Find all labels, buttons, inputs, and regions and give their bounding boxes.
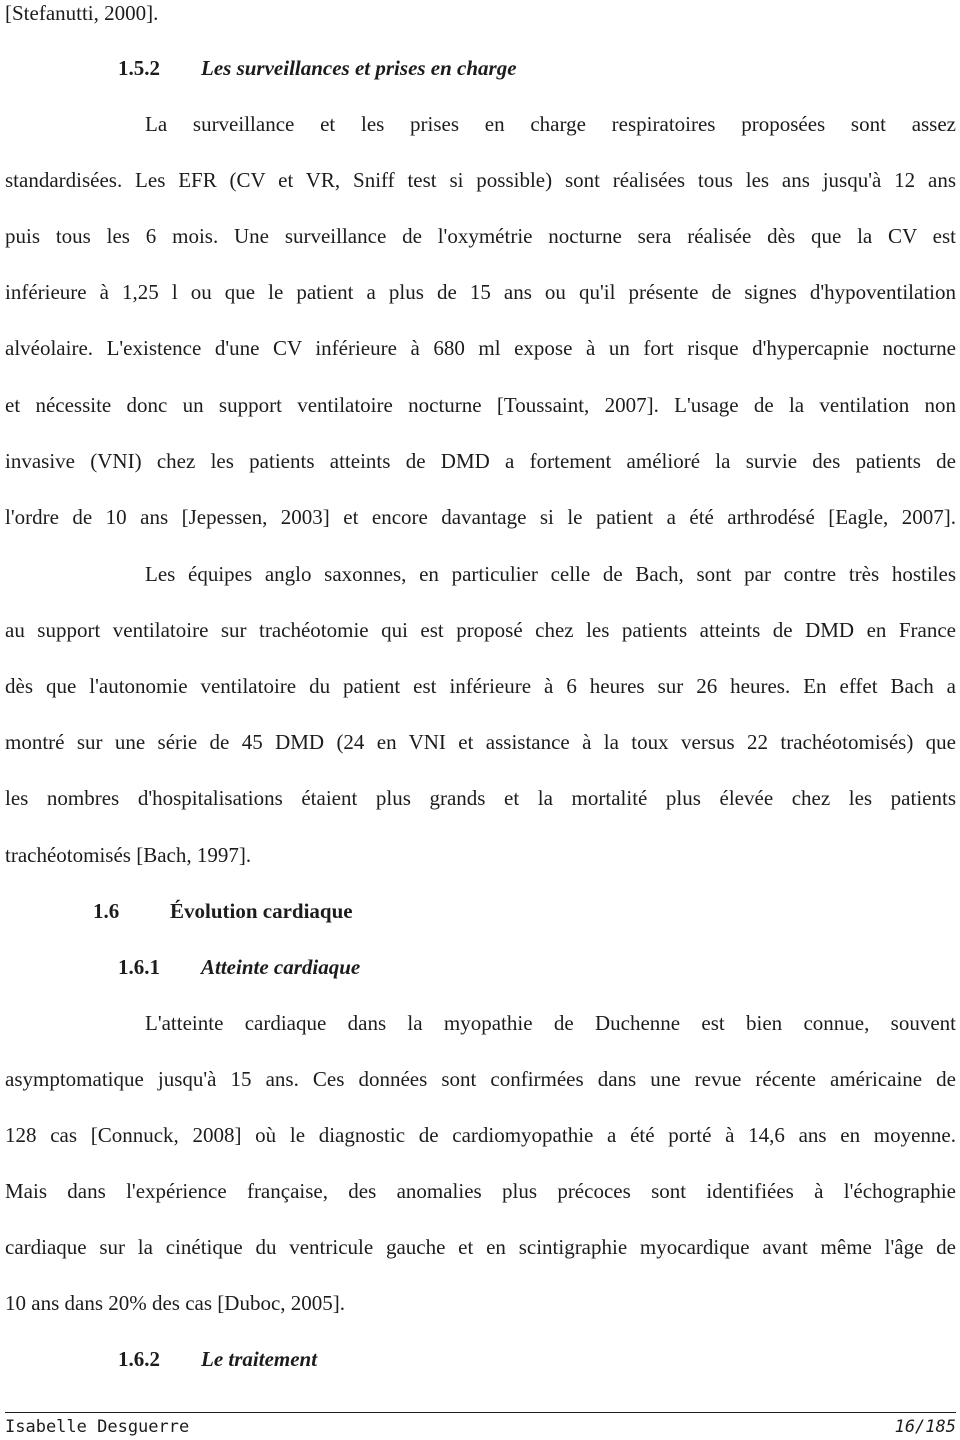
paragraph-line: alvéolaire. L'existence d'une CV inférieure à 680 ml expose à un fort risque d'hypercapnie nocturne [5, 336, 956, 360]
paragraph-line: puis tous les 6 mois. Une surveillance de l'oxymétrie nocturne sera réalisée dès que la CV est [5, 224, 956, 248]
paragraph-line: Les équipes anglo saxonnes, en particulier celle de Bach, sont par contre très hostiles [145, 562, 956, 586]
paragraph-line: au support ventilatoire sur trachéotomie qui est proposé chez les patients atteints de DMD en France [5, 618, 956, 642]
top-reference: [Stefanutti, 2000]. [5, 1, 159, 25]
paragraph-line: dès que l'autonomie ventilatoire du patient est inférieure à 6 heures sur 26 heures. En effet Bach a [5, 674, 956, 698]
section-title: Le traitement [201, 1347, 318, 1371]
section-title: Les surveillances et prises en charge [201, 56, 517, 80]
section-number: 1.6.2 [118, 1347, 160, 1371]
paragraph-line: trachéotomisés [Bach, 1997]. [5, 843, 252, 867]
paragraph-line: 10 ans dans 20% des cas [Duboc, 2005]. [5, 1291, 346, 1315]
paragraph-line: et nécessite donc un support ventilatoire nocturne [Toussaint, 2007]. L'usage de la ventilation non [5, 393, 956, 417]
section-number: 1.6.1 [118, 955, 160, 979]
section-number: 1.6 [93, 899, 120, 923]
page-footer [5, 1416, 956, 1438]
section-title: Atteinte cardiaque [201, 955, 361, 979]
footer-divider [5, 1412, 956, 1413]
paragraph-line: Mais dans l'expérience française, des anomalies plus précoces sont identifiées à l'échographie [5, 1179, 956, 1203]
paragraph-line: L'atteinte cardiaque dans la myopathie de Duchenne est bien connue, souvent [145, 1011, 956, 1035]
paragraph-line: montré sur une série de 45 DMD (24 en VNI et assistance à la toux versus 22 trachéotomisés) que [5, 730, 956, 754]
paragraph-line: invasive (VNI) chez les patients atteints de DMD a fortement amélioré la survie des patients de [5, 449, 956, 473]
paragraph-line: les nombres d'hospitalisations étaient plus grands et la mortalité plus élevée chez les patients [5, 786, 956, 810]
section-title: Évolution cardiaque [170, 899, 353, 923]
page-number: 16/185 [894, 1417, 956, 1437]
paragraph-line: inférieure à 1,25 l ou que le patient a plus de 15 ans ou qu'il présente de signes d'hypoventilation [5, 280, 956, 304]
section-heading-1-6-2 [118, 1346, 318, 1372]
section-heading-1-6 [93, 898, 353, 924]
paragraph-line: standardisées. Les EFR (CV et VR, Sniff test si possible) sont réalisées tous les ans jusqu'à 12 ans [5, 168, 956, 192]
footer-author: Isabelle Desguerre [5, 1417, 190, 1437]
section-heading-1-5-2 [118, 55, 517, 81]
paragraph-line: cardiaque sur la cinétique du ventricule gauche et en scintigraphie myocardique avant même l'âge de [5, 1235, 956, 1259]
section-heading-1-6-1 [118, 954, 361, 980]
section-number: 1.5.2 [118, 56, 160, 80]
paragraph-line: l'ordre de 10 ans [Jepessen, 2003] et encore davantage si le patient a été arthrodésé [Eagle, 2007]. [5, 505, 956, 529]
paragraph-line: La surveillance et les prises en charge respiratoires proposées sont assez [145, 112, 956, 136]
paragraph-line: asymptomatique jusqu'à 15 ans. Ces données sont confirmées dans une revue récente américaine de [5, 1067, 956, 1091]
paragraph-line: 128 cas [Connuck, 2008] où le diagnostic de cardiomyopathie a été porté à 14,6 ans en moyenne. [5, 1123, 956, 1147]
